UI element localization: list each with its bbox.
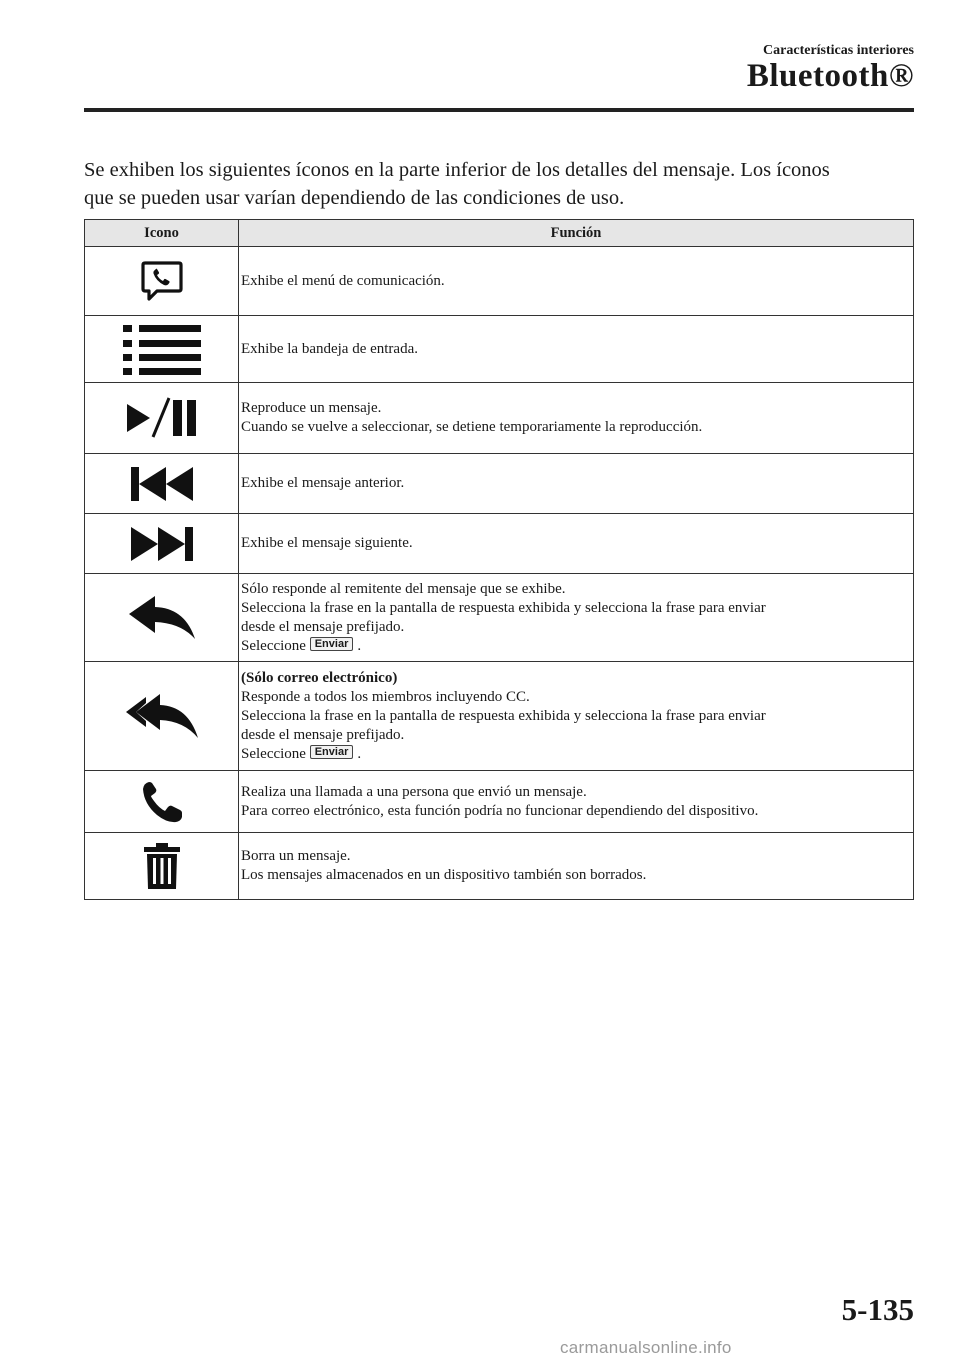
send-button[interactable]: Enviar	[310, 637, 354, 651]
table-row	[85, 662, 914, 771]
communication-menu-icon	[140, 272, 184, 288]
function-text: desde el mensaje prefijado.	[241, 726, 405, 743]
column-header-icon: Icono	[85, 220, 239, 247]
function-text: Reproduce un mensaje.	[241, 400, 382, 416]
icon-cell	[85, 316, 239, 383]
icon-cell	[85, 833, 239, 900]
table-row	[85, 316, 914, 383]
trash-icon	[142, 857, 182, 873]
send-button[interactable]: Enviar	[310, 745, 354, 759]
table-row	[85, 383, 914, 454]
function-text: Borra un mensaje.	[241, 848, 351, 864]
function-text: Sólo responde al remitente del mensaje que se exhibe.	[241, 580, 566, 597]
phone-call-icon	[140, 793, 184, 809]
table-row	[85, 833, 914, 900]
table-row	[85, 574, 914, 662]
column-header-function: Función	[239, 220, 914, 247]
table-header-row	[85, 220, 914, 247]
table-row	[85, 454, 914, 514]
header-divider	[84, 108, 914, 112]
function-text: desde el mensaje prefijado.	[241, 618, 405, 635]
select-line	[241, 637, 913, 656]
function-cell	[239, 771, 914, 833]
intro-line: que se pueden usar varían dependiendo de las condiciones de uso.	[84, 187, 625, 209]
icon-cell	[85, 514, 239, 574]
icon-cell	[85, 247, 239, 316]
intro-line: Se exhiben los siguientes íconos en la parte inferior de los detalles del mensaje. Los íconos	[84, 159, 830, 181]
icon-cell	[85, 383, 239, 454]
function-cell	[239, 247, 914, 316]
reply-icon	[127, 609, 197, 625]
function-cell	[239, 454, 914, 514]
page-number: 5-135	[841, 1292, 914, 1327]
watermark: carmanualsonline.info	[560, 1338, 732, 1357]
section-title: Características interiores	[763, 43, 914, 58]
page-title: Bluetooth®	[746, 58, 914, 94]
function-text: Realiza una llamada a una persona que envió un mensaje.	[241, 783, 587, 800]
icon-cell	[85, 574, 239, 662]
function-text: Selecciona la frase en la pantalla de respuesta exhibida y selecciona la frase para enviar	[241, 599, 766, 616]
function-cell	[239, 383, 914, 454]
function-cell	[239, 662, 914, 771]
icon-cell	[85, 662, 239, 771]
function-text: Exhibe el mensaje anterior.	[241, 475, 405, 491]
reply-all-icon	[124, 707, 200, 723]
function-text: Responde a todos los miembros incluyendo CC.	[241, 688, 530, 705]
function-cell	[239, 574, 914, 662]
function-cell	[239, 514, 914, 574]
intro-paragraph	[84, 156, 914, 212]
table-row	[85, 247, 914, 316]
function-cell	[239, 316, 914, 383]
function-text: Cuando se vuelve a seleccionar, se detiene temporariamente la reproducción.	[241, 419, 703, 435]
function-text: Exhibe el mensaje siguiente.	[241, 535, 413, 551]
function-cell	[239, 833, 914, 900]
next-message-icon	[129, 535, 195, 551]
function-text: Exhibe el menú de comunicación.	[241, 272, 445, 289]
table-row	[85, 771, 914, 833]
icon-function-table	[84, 219, 914, 900]
icon-cell	[85, 771, 239, 833]
function-heading: (Sólo correo electrónico)	[241, 669, 398, 686]
select-line	[241, 745, 913, 764]
function-text: Selecciona la frase en la pantalla de respuesta exhibida y selecciona la frase para enviar	[241, 707, 766, 724]
select-prefix: Seleccione	[241, 637, 306, 654]
select-prefix: Seleccione	[241, 745, 306, 762]
function-text: Para correo electrónico, esta función podría no funcionar dependiendo del dispositivo.	[241, 802, 759, 819]
previous-message-icon	[129, 475, 195, 491]
inbox-list-icon	[123, 340, 201, 356]
function-text: Los mensajes almacenados en un dispositivo también son borrados.	[241, 867, 647, 883]
function-text: Exhibe la bandeja de entrada.	[241, 340, 418, 357]
select-suffix: .	[357, 745, 362, 762]
select-suffix: .	[357, 637, 362, 654]
play-pause-icon	[125, 409, 199, 425]
icon-cell	[85, 454, 239, 514]
table-row	[85, 514, 914, 574]
